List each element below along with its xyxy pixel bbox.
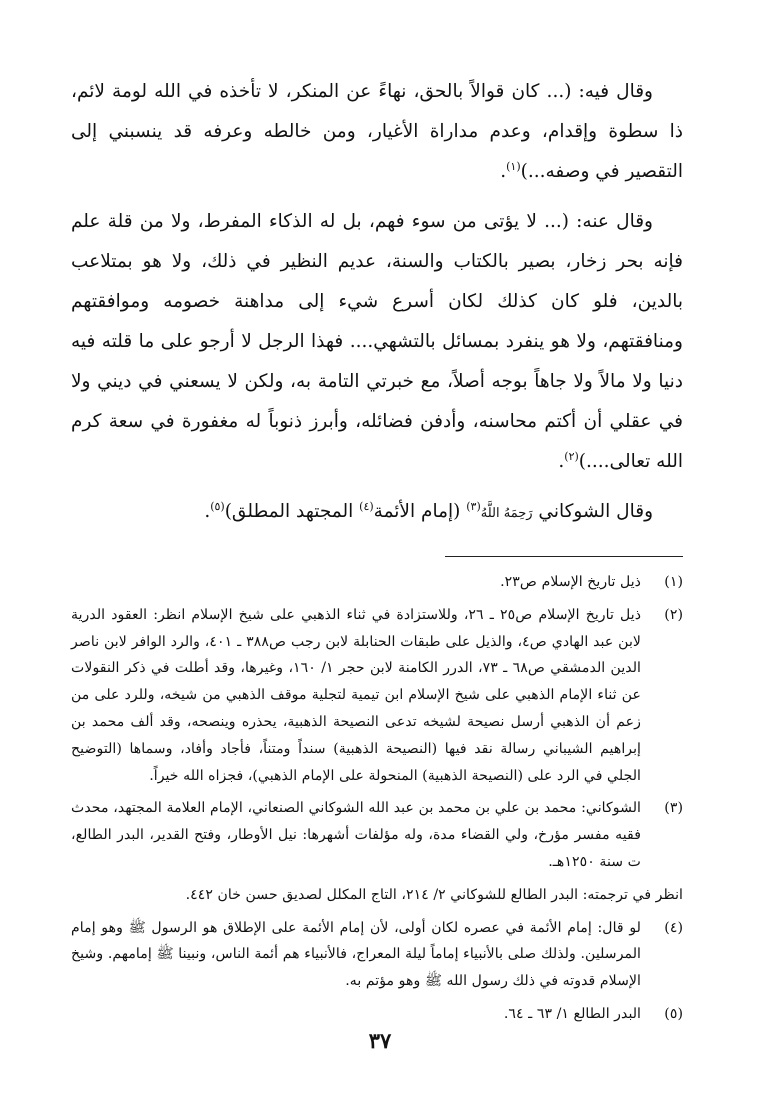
paragraph-1-tail: . <box>500 161 507 182</box>
footnote-3-sources: انظر في ترجمته: البدر الطالع للشوكاني ٢/ ٢١٤، التاج المكلل لصديق حسن خان ٤٤٢. <box>185 886 683 903</box>
footnote-ref-4: (٤) <box>359 499 374 513</box>
footnote-separator <box>445 556 683 557</box>
main-text <box>71 72 683 534</box>
paragraph-2-tail: . <box>558 451 565 472</box>
paragraph-2-text: وقال عنه: (... لا يؤتى من سوء فهم، بل له الذكاء المفرط، ولا من قلة علم فإنه بحر زخار، بصير بالكتاب والسنة، عديم النظير في ذلك، ولا هو بمتلاعب بالدين، فلو كان كذلك لكان أسرع شيء إلى مداهنة خصومه وموافقتهم ومنافقتهم، ولا هو ينفرد بمسائل بالتشهي.... فهذا الرجل لا أرجو على ما قلته فيه دنيا ولا مالاً ولا جاهاً بوجه أصلاً، مع خبرتي التامة به، ولكن لا يسعني في ديني ولا في عقلي أن أكتم محاسنه، وأدفن فضائله، وأبرز ذنوباً له مغفورة في سعة كرم الله تعالى....) <box>71 211 683 472</box>
paragraph-3-part3: المجتهد المطلق) <box>224 501 360 522</box>
paragraph-1-text: وقال فيه: (... كان قوالاً بالحق، نهاءً عن المنكر، لا تأخذه في الله لومة لائم، ذا سطوة وإقدام، وعدم مداراة الأغيار، ومن خالطه وعرفه قد ينسبني إلى التقصير في وصفه...) <box>71 81 683 182</box>
paragraph-3-tail: . <box>204 501 211 522</box>
footnote-number: (٤) <box>664 919 683 936</box>
footnote-number: (٣) <box>664 800 683 817</box>
paragraph-1 <box>71 72 683 192</box>
honorific-glyph: رَحِمَهُ اللَّهُ <box>480 506 533 521</box>
footnotes <box>71 569 683 1028</box>
paragraph-2 <box>71 202 683 482</box>
footnote-number: (١) <box>664 574 683 590</box>
paragraph-3-part1: وقال الشوكاني <box>532 501 653 522</box>
footnote-ref-2: (٢) <box>564 449 579 463</box>
footnote-text: ذيل تاريخ الإسلام ص٢٥ ـ ٢٦، وللاستزادة في ثناء الذهبي على شيخ الإسلام انظر: العقود الدرية لابن عبد الهادي ص٤، والذيل على طبقات الحنابلة لابن رجب ص٣٨٨ ـ ٤٠١، والرد الوافر لابن ناصر الدين الدمشقي ص٦٨ ـ ٧٣، الدرر الكامنة لابن حجر ١/ ١٦٠، وغيرها، وقد أطلت في ذكر النقولات عن ثناء الإمام الذهبي على شيخ الإسلام ابن تيمية لتجلية موقف الذهبي من شيخه، وللرد على من زعم أن الذهبي أرسل نصيحة لشيخه تدعى النصيحة الذهبية، يحذره وينصحه، وقد ألف محمد بن إبراهيم الشيباني رسالة نقد فيها (النصيحة الذهبية) سنداً ومتناً، فأجاد وأفاد، وسماها (التوضيح الجلي في الرد على (النصيحة الذهبية) المنحولة على الإمام الذهبي)، فجزاه الله خيراً. <box>71 606 642 784</box>
page-number: ٣٧ <box>368 1028 392 1053</box>
footnote-text: ذيل تاريخ الإسلام ص٢٣. <box>500 574 641 590</box>
paragraph-3-part2: (إمام الأئمة <box>373 501 467 522</box>
footnote-number: (٥) <box>664 1005 683 1022</box>
footnote-text: الشوكاني: محمد بن علي بن محمد بن عبد الله الشوكاني الصنعاني، الإمام العلامة المجتهد، محدث فقيه مفسر مؤرخ، ولي القضاء مدة، وله مؤلفات أشهرها: نيل الأوطار، وفتح القدير، البدر الطالع، ت سنة ١٢٥٠هـ. <box>71 800 641 870</box>
footnote-ref-5: (٥) <box>210 499 225 513</box>
footnote-1 <box>71 569 683 596</box>
footnote-3 <box>71 795 683 875</box>
footnote-2 <box>71 602 683 790</box>
footnote-ref-3: (٣) <box>466 499 481 513</box>
footnote-text: البدر الطالع ١/ ٦٣ ـ ٦٤. <box>503 1005 641 1022</box>
footnote-number: (٢) <box>664 606 683 623</box>
footnote-text: لو قال: إمام الأئمة في عصره لكان أولى، لأن إمام الأئمة على الإطلاق هو الرسول ﷺ وهو إمام المرسلين. ولذلك صلى بالأنبياء إماماً ليلة المعراج، فالأنبياء هم أئمة الناس، ونبينا ﷺ إمامهم. وشيخ الإسلام قدوته في ذلك رسول الله ﷺ وهو مؤتم به. <box>71 919 641 990</box>
footnote-5 <box>71 1001 683 1028</box>
footnote-ref-1: (١) <box>506 159 521 173</box>
paragraph-3 <box>71 492 683 534</box>
footnote-4 <box>71 915 683 995</box>
